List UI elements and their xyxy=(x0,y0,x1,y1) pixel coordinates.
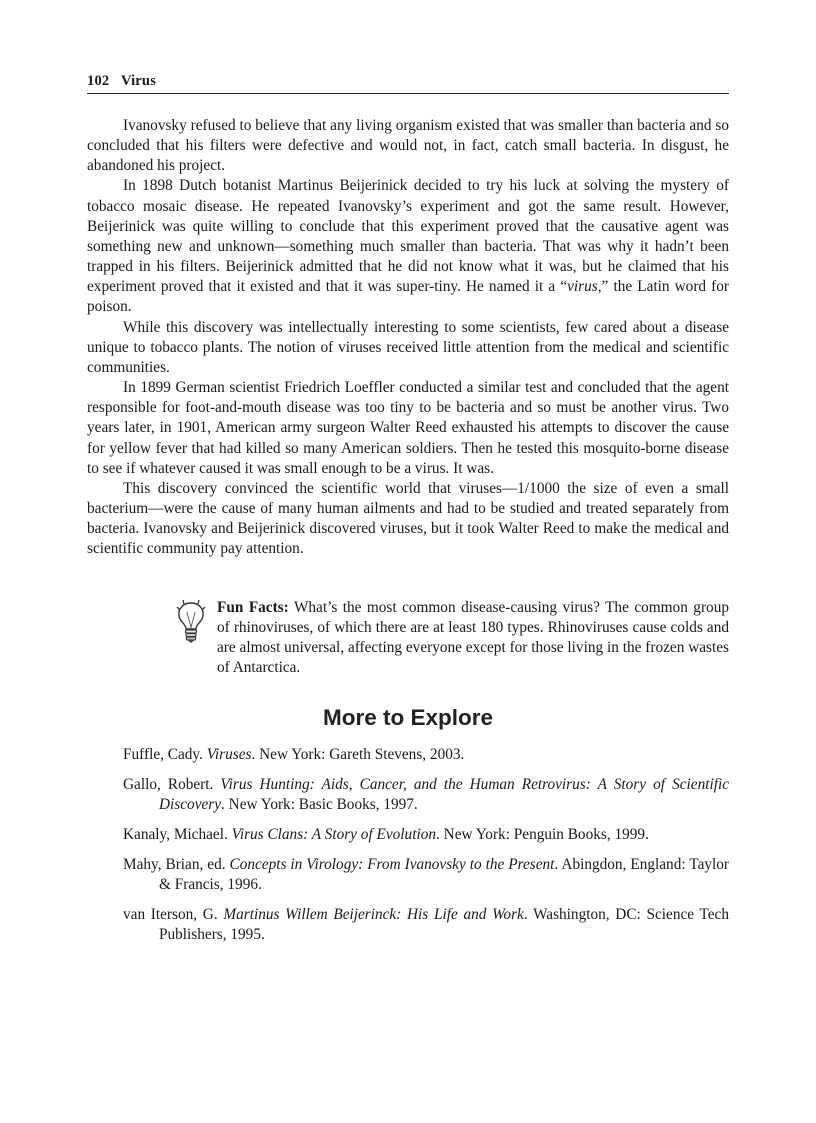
entry-title: Viruses xyxy=(206,746,252,763)
bibliography xyxy=(123,745,729,955)
entry-author: Kanaly, Michael. xyxy=(123,826,228,843)
entry-publisher: . New York: Gareth Stevens, 2003. xyxy=(251,746,465,763)
body-text xyxy=(87,116,729,559)
entry-publisher: . Washington, DC: Science Tech Publishers, 1995. xyxy=(159,906,729,943)
entry-publisher: . New York: Penguin Books, 1999. xyxy=(436,826,649,843)
entry-author: Fuffle, Cady. xyxy=(123,746,203,763)
bibliography-entry xyxy=(123,825,729,845)
bibliography-entry xyxy=(123,905,729,945)
paragraph-2 xyxy=(87,176,729,317)
entry-title: Martinus Willem Beijerinck: His Life and Work xyxy=(223,906,524,923)
running-head xyxy=(87,73,729,94)
paragraph-1: Ivanovsky refused to believe that any living organism existed that was smaller than bacteria and so concluded that his filters were defective and would not, in fact, catch small bacteria. In disgust, he abandoned his project. xyxy=(87,117,729,175)
page-number: 102 xyxy=(87,73,110,89)
fun-facts-label: Fun Facts: xyxy=(217,599,289,616)
virus-term: virus xyxy=(567,278,598,296)
paragraph-3: While this discovery was intellectually interesting to some scientists, few cared about a disease unique to tobacco plants. The notion of viruses received little attention from the medical and scientific communities. xyxy=(87,318,729,376)
bibliography-entry xyxy=(123,775,729,815)
paragraph-5: This discovery convinced the scientific world that viruses—1/1000 the size of even a small bacterium—were the cause of many human ailments and had to be studied and treated separately from bacteria. Ivanovsky and Beijerinick discovered viruses, but it took Walter Reed to make the medical and scientific community pay attention. xyxy=(87,479,729,558)
bibliography-entry xyxy=(123,745,729,765)
chapter-title: Virus xyxy=(120,73,157,89)
entry-author: Mahy, Brian, ed. xyxy=(123,856,226,873)
fun-facts-text xyxy=(217,598,729,679)
entry-title: Virus Clans: A Story of Evolution xyxy=(231,826,436,843)
lightbulb-icon xyxy=(172,598,212,646)
paragraph-2-end: ,” the Latin word for poison. xyxy=(87,278,730,316)
entry-publisher: . New York: Basic Books, 1997. xyxy=(221,796,418,813)
entry-author: van Iterson, G. xyxy=(123,906,218,923)
paragraph-4: In 1899 German scientist Friedrich Loeffler conducted a similar test and concluded that the agent responsible for foot-and-mouth disease was too tiny to be bacteria and so must be another virus. Two years later, in 1901, American army surgeon Walter Reed exhausted his attempts to discover the cause for yellow fever that had killed so many American soldiers. Then he tested this mosquito-borne disease to see if whatever caused it was small enough to be a virus. It was. xyxy=(87,379,729,477)
entry-publisher: . Abingdon, England: Taylor & Francis, 1996. xyxy=(159,856,730,893)
more-to-explore-heading: More to Explore xyxy=(322,705,494,730)
entry-title: Concepts in Virology: From Ivanovsky to the Present xyxy=(229,856,555,873)
entry-title: Virus Hunting: Aids, Cancer, and the Human Retrovirus: A Story of Scientific Discovery xyxy=(159,776,730,813)
fun-facts-box xyxy=(172,598,729,682)
paragraph-2-text: In 1898 Dutch botanist Martinus Beijerinick decided to try his luck at solving the mystery of tobacco mosaic disease. He repeated Ivanovsky’s experiment and got the same result. However, Beijerinick was quite willing to conclude that this experiment proved that the causative agent was something new and unknown—something much smaller than bacteria. That was why it hadn’t been trapped in his filters. Beijerinick admitted that he did not know what it was, but he claimed that his experiment proved that it existed and that it was super-tiny. He named it a “ xyxy=(87,177,729,296)
entry-author: Gallo, Robert. xyxy=(123,776,214,793)
bibliography-entry xyxy=(123,855,729,895)
fun-facts-body: What’s the most common disease-causing virus? The common group of rhinoviruses, of which there are at least 180 types. Rhinoviruses cause colds and are almost universal, affecting everyone except for those living in the frozen wastes of Antarctica. xyxy=(217,599,729,677)
